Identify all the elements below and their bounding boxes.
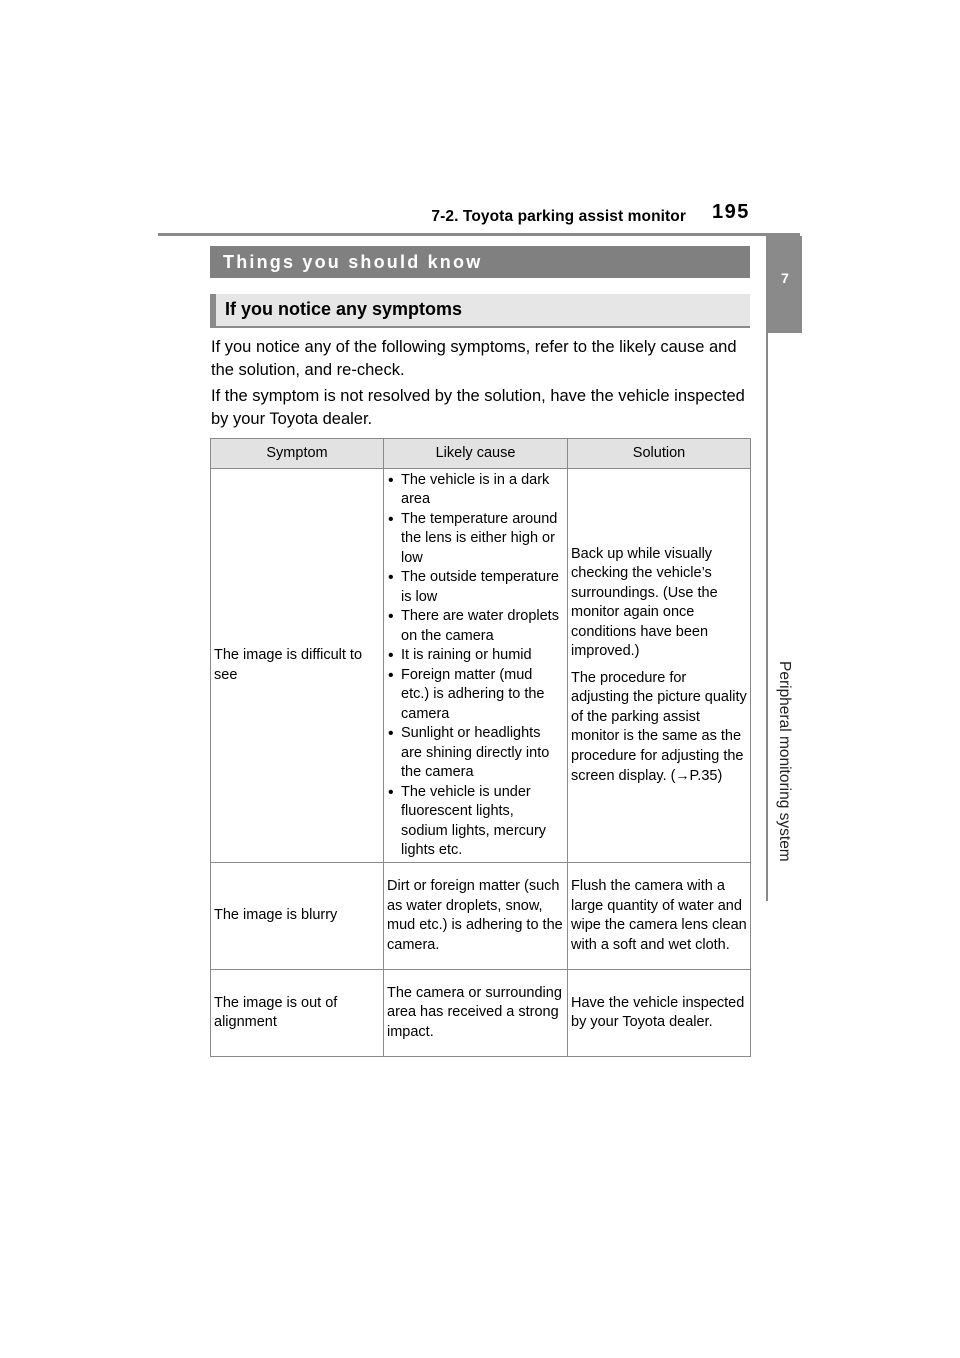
cause-cell: Dirt or foreign matter (such as water droplets, snow, mud etc.) is adhering to the camera. (384, 863, 568, 970)
symptom-cell: The image is difficult to see (211, 469, 384, 863)
page-number: 195 (712, 201, 750, 223)
table-row (211, 970, 751, 1057)
list-item: • Foreign matter (mud etc.) is adhering to the camera (387, 666, 564, 725)
intro-paragraph-1: If you notice any of the following symptoms, refer to the likely cause and the solution, and re-check. (211, 338, 737, 379)
header-symptom: Symptom (211, 439, 384, 469)
chapter-number-box (768, 236, 802, 333)
symptom-cell: The image is out of alignment (211, 970, 384, 1057)
arrow-right-icon: → (675, 767, 690, 783)
header-rule (158, 233, 800, 236)
solution-cell (568, 469, 751, 863)
list-item: • It is raining or humid (387, 646, 564, 666)
running-header-title: 7-2. Toyota parking assist monitor (431, 208, 686, 225)
list-item: • The outside temperature is low (387, 568, 564, 607)
chapter-number: 7 (781, 270, 789, 286)
intro-paragraph-2: If the symptom is not resolved by the solution, have the vehicle inspected by your Toyota dealer. (211, 387, 745, 428)
solution-cell: Flush the camera with a large quantity of water and wipe the camera lens clean with a soft and wet cloth. (568, 863, 751, 970)
page-reference-link[interactable]: P.35 (689, 768, 718, 784)
cause-cell: The camera or surrounding area has received a strong impact. (384, 970, 568, 1057)
list-item: • The temperature around the lens is either high or low (387, 510, 564, 569)
symptom-cell: The image is blurry (211, 863, 384, 970)
solution-paragraph: The procedure for adjusting the picture quality of the parking assist monitor is the same as the procedure for adjusting the screen display. (→P.35) (571, 669, 747, 784)
header-likely-cause: Likely cause (384, 439, 568, 469)
table-header-row (211, 439, 751, 469)
list-item: • The vehicle is in a dark area (387, 471, 564, 510)
solution-paragraph: Back up while visually checking the vehicle’s surroundings. (Use the monitor again once conditions have been improved.) (571, 545, 718, 659)
cause-cell (384, 469, 568, 863)
table-row (211, 863, 751, 970)
list-item: • There are water droplets on the camera (387, 607, 564, 646)
chapter-label: Peripheral monitoring system (776, 661, 793, 862)
table-row (211, 469, 751, 863)
subsection-heading: If you notice any symptoms (210, 294, 750, 328)
chapter-side-tab (766, 236, 802, 901)
cause-list (387, 471, 564, 861)
symptoms-table (210, 438, 751, 1057)
header-solution: Solution (568, 439, 751, 469)
solution-cell: Have the vehicle inspected by your Toyota dealer. (568, 970, 751, 1057)
solution-text: The procedure for adjusting the picture quality of the parking assist monitor is the same as the procedure for adjusting the screen display. (571, 669, 747, 784)
list-item: • The vehicle is under fluorescent lights, sodium lights, mercury lights etc. (387, 783, 564, 861)
section-heading: Things you should know (210, 246, 750, 278)
list-item: • Sunlight or headlights are shining directly into the camera (387, 724, 564, 783)
